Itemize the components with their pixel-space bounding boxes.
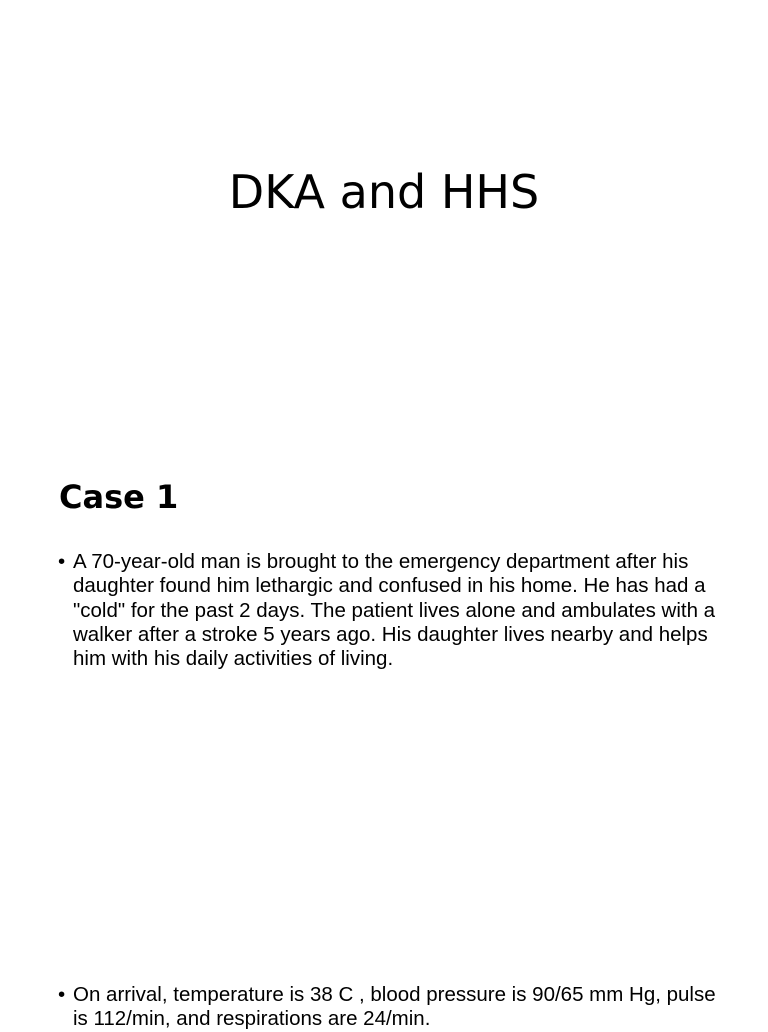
- case-bullet-vitals: [58, 983, 718, 1032]
- case-bullet-history: [58, 550, 718, 671]
- bullet-text: On arrival, temperature is 38 C , blood pressure is 90/65 mm Hg, pulse is 112/min, and respirations are 24/min.: [73, 983, 716, 1031]
- bullet-text: A 70-year-old man is brought to the emergency department after his daughter found him lethargic and confused in his home. He has had a "cold" for the past 2 days. The patient lives alone and ambulates with a walker after a stroke 5 years ago. His daughter lives nearby and helps him with his daily activities of living.: [73, 550, 716, 671]
- bullet-marker: •: [58, 550, 66, 573]
- slide-title: DKA and HHS: [228, 165, 540, 219]
- bullet-marker: •: [58, 983, 66, 1006]
- case-heading: Case 1: [59, 478, 179, 516]
